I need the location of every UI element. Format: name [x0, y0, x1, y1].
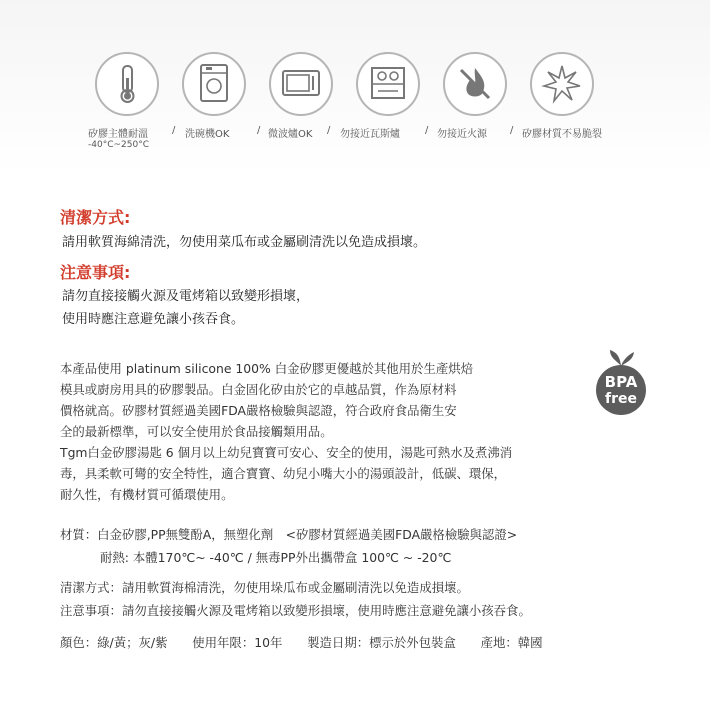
dishwasher-icon: [182, 52, 246, 116]
caption-dishwasher: 洗碗機OK: [185, 129, 230, 140]
cleaning-heading: 清潔方式:: [60, 208, 131, 227]
caption-heat-resistant: 矽膠主體耐溫: [88, 129, 148, 140]
spec-caution: 注意事項：請勿直接接觸火源及電烤箱以致變形損壞，使用時應注意避免讓小孩吞食。: [60, 603, 531, 618]
no-fire-icon: [443, 52, 507, 116]
thermometer-icon: [95, 52, 159, 116]
caption-separator: /: [327, 125, 331, 136]
caution-heading: 注意事項:: [60, 263, 131, 282]
badge-line-1: BPA: [604, 373, 638, 391]
caption-separator: /: [510, 125, 514, 136]
caution-line-2: 使用時應注意避免讓小孩吞食。: [62, 312, 245, 327]
description-line: 本產品使用 platinum silicone 100% 白金矽膠更優越於其他用於生產烘焙: [60, 361, 474, 376]
description-line: 毒，具柔軟可彎的安全特性，適合寶寶、幼兒小嘴大小的湯頭設計，低碳、環保，: [60, 466, 507, 481]
description-line: Tgm白金矽膠湯匙 6 個月以上幼兒寶寶可安心、安全的使用，湯匙可熱水及煮沸消: [60, 445, 513, 460]
caption-temperature-range: -40°C~250°C: [88, 140, 149, 150]
caption-no-crack: 矽膠材質不易脆裂: [522, 129, 602, 140]
spec-material: 材質：白金矽膠,PP無雙酚A，無塑化劑 <矽膠材質經過美國FDA嚴格檢驗與認證>: [60, 527, 518, 542]
caption-separator: /: [257, 125, 261, 136]
description-line: 全的最新標準，可以安全使用於食品接觸類用品。: [60, 424, 333, 439]
caution-line-1: 請勿直接接觸火源及電烤箱以致變形損壞，: [62, 289, 310, 304]
caption-no-fire: 勿接近火源: [437, 129, 487, 140]
bpa-free-badge: [596, 365, 646, 415]
caption-no-gas-stove: 勿接近瓦斯爐: [340, 129, 400, 140]
spec-summary: 顏色：綠/黃；灰/紫 使用年限：10年 製造日期：標示於外包裝盒 產地：韓國: [60, 635, 543, 650]
spec-cleaning: 清潔方式：請用軟質海棉清洗，勿使用垛瓜布或金屬刷清洗以免造成損壞。: [60, 580, 469, 595]
caption-separator: /: [172, 125, 176, 136]
description-line: 模具或廚房用具的矽膠製品。白金固化矽由於它的卓越品質，作為原材料: [60, 382, 457, 397]
description-line: 耐久性，有機材質可循環使用。: [60, 487, 234, 502]
description-line: 價格就高。矽膠材質經過美國FDA嚴格檢驗與認證，符合政府食品衛生安: [60, 403, 457, 418]
gas-stove-icon: [356, 52, 420, 116]
caption-separator: /: [425, 125, 429, 136]
spec-heat: 耐熱: 本體170℃~ -40℃ / 無毒PP外出攜帶盒 100℃ ~ -20℃: [100, 550, 452, 565]
badge-line-2: free: [605, 391, 637, 407]
crack-icon: [530, 52, 594, 116]
product-description: [60, 358, 620, 505]
cleaning-text: 請用軟質海綿清洗，勿使用菜瓜布或金屬刷清洗以免造成損壞。: [62, 235, 427, 250]
microwave-icon: [269, 52, 333, 116]
caption-microwave: 微波爐OK: [268, 129, 313, 140]
